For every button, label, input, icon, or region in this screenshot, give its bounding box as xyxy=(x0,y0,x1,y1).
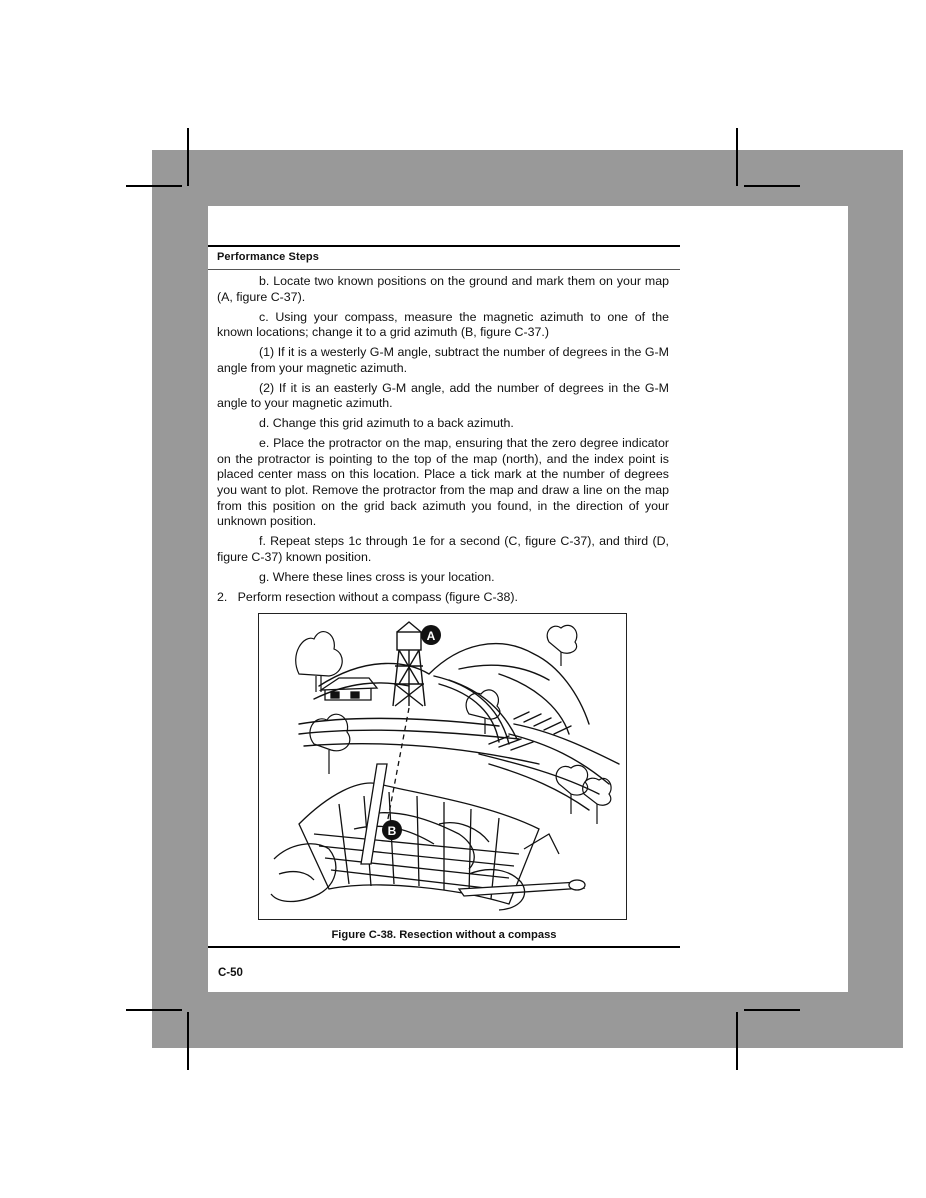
header-rule-top xyxy=(208,245,680,247)
crop-mark-br-v xyxy=(736,1012,738,1070)
performance-steps-text xyxy=(217,274,669,610)
step-e: e. Place the protractor on the map, ensuring that the zero degree indicator on the protractor is pointing to the top of the map (north), and the index point is placed center mass on this location. Place a tick mark at the number of degrees you want to plot. Remove the protractor from the map and draw a line on the map from this position on the grid back azimuth you found, in the direction of your unknown position. xyxy=(217,436,669,529)
step-b: b. Locate two known positions on the ground and mark them on your map (A, figure C-37). xyxy=(217,274,669,304)
step-c1: (1) If it is a westerly G-M angle, subtract the number of degrees in the G-M angle from your magnetic azimuth. xyxy=(217,345,669,375)
crop-mark-bl-v xyxy=(187,1012,189,1070)
step-f: f. Repeat steps 1c through 1e for a second (C, figure C-37), and third (D, figure C-37) known position. xyxy=(217,534,669,564)
marker-b-label: B xyxy=(387,824,397,838)
crop-mark-bl-h xyxy=(126,1009,182,1011)
crop-mark-tl-v xyxy=(187,128,189,186)
figure-caption: Figure C-38. Resection without a compass xyxy=(331,929,557,941)
crop-mark-tr-h xyxy=(744,185,800,187)
figure-illustration xyxy=(258,613,627,920)
step-g: g. Where these lines cross is your location. xyxy=(259,569,495,584)
crop-mark-tl-h xyxy=(126,185,182,187)
crop-mark-tr-v xyxy=(736,128,738,186)
step-c: c. Using your compass, measure the magnetic azimuth to one of the known locations; change it to a grid azimuth (B, figure C-37.) xyxy=(217,309,669,340)
resection-illustration xyxy=(259,614,626,919)
step-2: 2. Perform resection without a compass (figure C-38). xyxy=(217,589,518,604)
step-c2: (2) If it is an easterly G-M angle, add the number of degrees in the G-M angle to your magnetic azimuth. xyxy=(217,380,669,411)
crop-mark-br-h xyxy=(744,1009,800,1011)
marker-a-label: A xyxy=(426,629,436,643)
page-number: C-50 xyxy=(218,967,243,979)
step-d: d. Change this grid azimuth to a back azimuth. xyxy=(259,416,514,431)
section-title: Performance Steps xyxy=(217,251,319,263)
footer-rule xyxy=(208,946,680,948)
header-rule-bottom xyxy=(208,269,680,270)
